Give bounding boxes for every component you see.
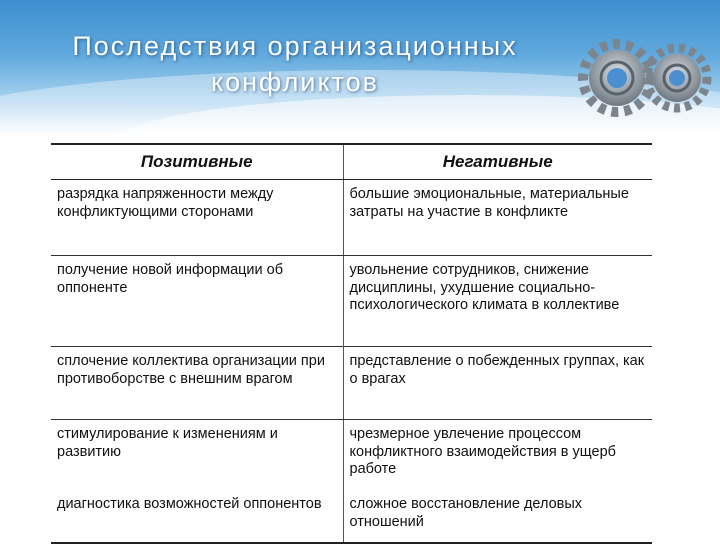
positive-cell: сплочение коллектива организации при противоборстве с внешним врагом [51, 347, 343, 420]
negative-cell: большие эмоциональные, материальные затраты на участие в конфликте [343, 180, 652, 256]
column-header-negative: Негативные [343, 144, 652, 180]
negative-cell: чрезмерное увлечение процессом конфликтного взаимодействия в ущерб работе [349, 426, 616, 477]
gear-icon [647, 48, 707, 108]
positive-cell: разрядка напряженности между конфликтующими сторонами [51, 180, 343, 256]
table-row [51, 490, 652, 543]
table-row [51, 420, 652, 491]
table-header-row [51, 144, 652, 180]
slide-header [0, 0, 720, 135]
slide-title [0, 28, 590, 100]
negative-cell: представление о побежденных группах, как о врагах [343, 347, 652, 420]
column-header-positive: Позитивные [51, 144, 343, 180]
table-row [51, 256, 652, 347]
negative-cell: увольнение сотрудников, снижение дисциплины, ухудшение социально-психологического климата в коллективе [349, 262, 620, 313]
positive-cell: получение новой информации об оппоненте [51, 256, 343, 347]
gear-icon [583, 44, 651, 112]
positive-cell: стимулирование к изменениям и развитию [51, 420, 343, 491]
title-line: конфликтов [210, 67, 380, 97]
table-row [51, 347, 652, 420]
negative-cell: сложное восстановление деловых отношений [343, 490, 652, 543]
positive-cell: диагностика возможностей оппонентов [51, 490, 343, 543]
consequences-table [51, 143, 652, 544]
table-row [51, 180, 652, 256]
title-line: Последствия организационных [72, 31, 518, 61]
gears-icon [572, 30, 712, 130]
